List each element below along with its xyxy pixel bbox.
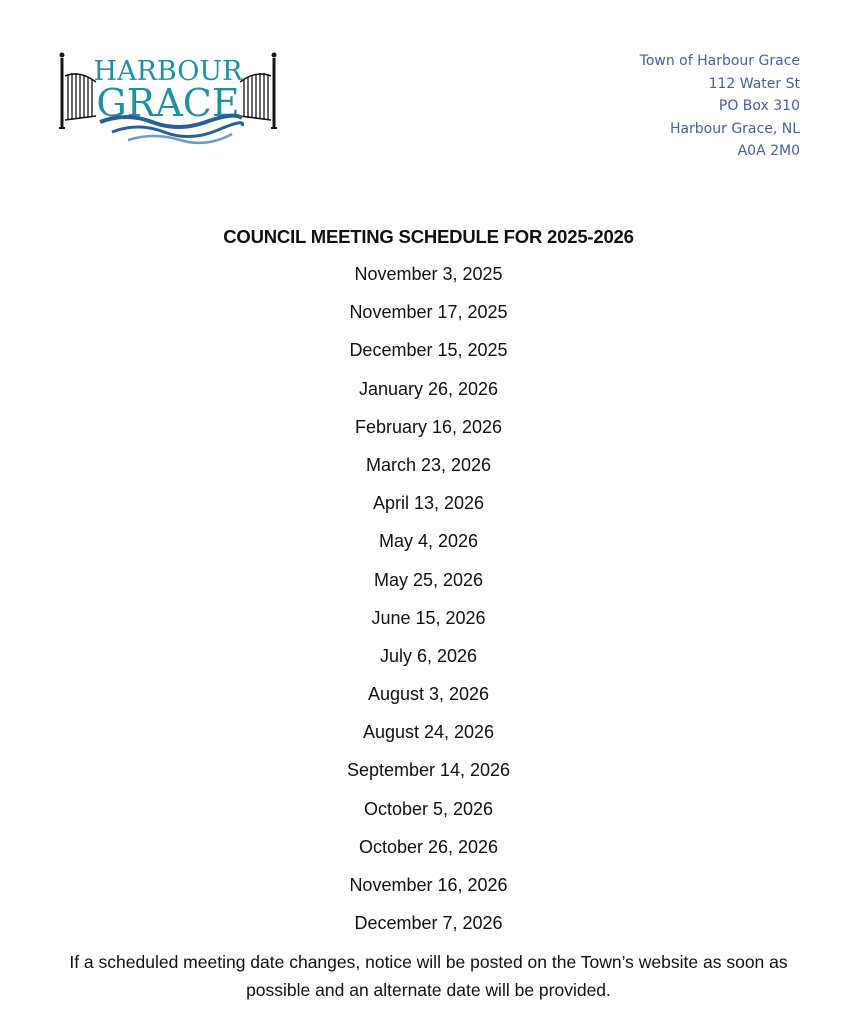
address-line: A0A 2M0	[737, 143, 800, 159]
address-line: 112 Water St	[708, 75, 800, 92]
meeting-date: November 3, 2025	[354, 264, 503, 284]
meeting-date-list	[0, 262, 857, 949]
address-line: PO Box 310	[718, 98, 800, 114]
date-change-notice: If a scheduled meeting date changes, notice will be posted on the Town’s website as soon as possible and an alternate date will be provided.	[69, 952, 788, 1000]
meeting-date: August 24, 2026	[362, 722, 495, 743]
meeting-date: June 15, 2026	[371, 607, 486, 628]
harbour-grace-gate-logo	[56, 48, 280, 148]
logo-line-grace: GRACE	[96, 81, 240, 125]
meeting-date: December 15, 2025	[349, 340, 508, 361]
meeting-date: February 16, 2026	[354, 416, 503, 437]
town-address	[640, 50, 800, 163]
meeting-date: August 3, 2026	[367, 684, 490, 705]
meeting-date: October 26, 2026	[358, 836, 499, 857]
meeting-date: March 23, 2026	[365, 454, 492, 475]
meeting-date: April 13, 2026	[372, 493, 485, 514]
meeting-date: November 17, 2025	[349, 302, 508, 323]
meeting-date: December 7, 2026	[354, 913, 503, 934]
schedule-title: COUNCIL MEETING SCHEDULE FOR 2025-2026	[223, 226, 634, 247]
meeting-date: October 5, 2026	[363, 798, 494, 819]
logo-line-harbour: HARBOUR	[93, 56, 243, 87]
address-line: Town of Harbour Grace	[639, 53, 800, 69]
town-logo	[56, 48, 280, 148]
right-gate-icon	[240, 53, 277, 129]
meeting-date: January 26, 2026	[358, 378, 499, 399]
meeting-date: May 4, 2026	[378, 531, 479, 552]
meeting-date: November 16, 2026	[349, 875, 508, 895]
meeting-date: July 6, 2026	[379, 645, 478, 666]
left-gate-icon	[59, 53, 96, 129]
meeting-date: September 14, 2026	[346, 760, 511, 781]
meeting-date: May 25, 2026	[373, 569, 484, 590]
address-line: Harbour Grace, NL	[669, 120, 800, 137]
